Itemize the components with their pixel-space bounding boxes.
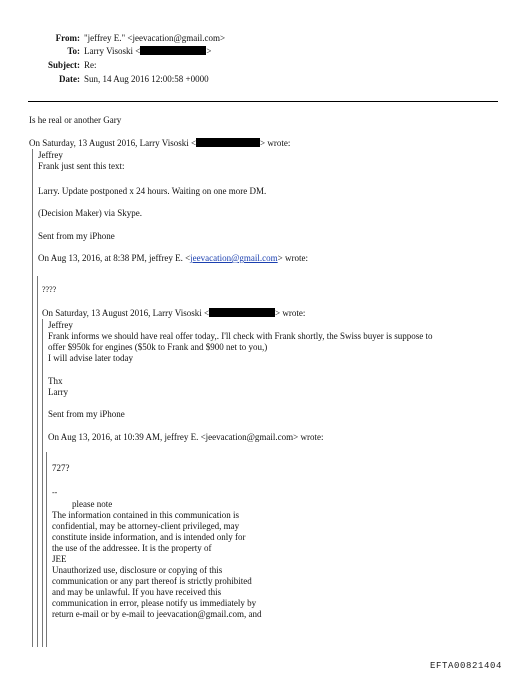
quote1-text: (Decision Maker) via Skype.: [38, 208, 142, 218]
date-value: Sun, 14 Aug 2016 12:00:58 +0000: [84, 74, 209, 84]
signature-line: constitute inside information, and is intended only for: [52, 532, 246, 542]
to-value: [84, 46, 211, 57]
date-label: Date:: [59, 74, 80, 84]
quote4-text: 727?: [52, 463, 70, 473]
signature-dashes: --: [52, 488, 58, 497]
quote3-line: Jeffrey: [48, 320, 73, 330]
quote-bar-level1: [32, 149, 33, 647]
quote1-line: Jeffrey: [38, 150, 63, 160]
signature-line: please note: [72, 499, 113, 509]
subject-label: Subject:: [48, 60, 80, 70]
signature-line: communication or any part thereof is strictly prohibited: [52, 576, 252, 586]
signature-line: confidential, may be attorney-client privileged, may: [52, 521, 240, 531]
quote3-thx: Thx: [48, 376, 63, 386]
signature-line: the use of the addressee. It is the property of: [52, 543, 212, 553]
quote2-text: ????: [42, 285, 57, 294]
quote-bar-level4: [46, 452, 47, 647]
to-value-prefix: Larry Visoski <: [84, 46, 141, 56]
redaction-bar: [140, 46, 206, 55]
document-id: EFTA00821404: [430, 661, 503, 671]
quote4-attribution: On Aug 13, 2016, at 10:39 AM, jeffrey E. <jeevacation@gmail.com> wrote:: [48, 432, 324, 442]
signature-line: The information contained in this communication is: [52, 510, 239, 520]
quote-bar-level2: [37, 276, 38, 647]
quote1-text: Larry. Update postponed x 24 hours. Waiting on one more DM.: [38, 186, 267, 196]
quote3-line: offer $950k for engines ($50k to Frank and $900 net to you,): [48, 342, 268, 352]
redaction-bar: [209, 308, 275, 317]
to-value-suffix: >: [206, 46, 212, 56]
signature-line: and may be unlawful. If you have received this: [52, 587, 222, 597]
from-label: From:: [55, 33, 80, 43]
quote3-line: I will advise later today: [48, 353, 133, 363]
email-link[interactable]: jeevacation@gmail.com: [190, 253, 278, 263]
quote1-attribution: On Saturday, 13 August 2016, Larry Visoski < > wrote:: [29, 138, 291, 148]
quote3-attribution: On Saturday, 13 August 2016, Larry Visoski < > wrote:: [42, 308, 306, 318]
reply-text: Is he real or another Gary: [29, 115, 122, 125]
signature-line: return e-mail or by e-mail to jeevacation@gmail.com, and: [52, 609, 262, 619]
to-label: To:: [67, 46, 80, 56]
header-divider: [28, 101, 498, 102]
redaction-bar: [196, 138, 260, 147]
quote3-line: Frank informs we should have real offer today,. I'll check with Frank shortly, the Swiss buyer is suppose to: [48, 331, 433, 341]
quote-bar-level3: [42, 319, 43, 647]
from-value: "jeffrey E." <jeevacation@gmail.com>: [84, 33, 226, 43]
quote3-sent: Sent from my iPhone: [48, 409, 125, 419]
quote1-sent: Sent from my iPhone: [38, 231, 115, 241]
quote1-line: Frank just sent this text:: [38, 161, 125, 171]
signature-line: JEE: [52, 554, 67, 564]
signature-line: communication in error, please notify us immediately by: [52, 598, 257, 608]
signature-line: Unauthorized use, disclosure or copying of this: [52, 565, 223, 575]
quote3-name: Larry: [48, 387, 68, 397]
subject-value: Re:: [84, 60, 97, 70]
quote2-attribution: On Aug 13, 2016, at 8:38 PM, jeffrey E. <jeevacation@gmail.com> wrote:: [38, 253, 308, 263]
